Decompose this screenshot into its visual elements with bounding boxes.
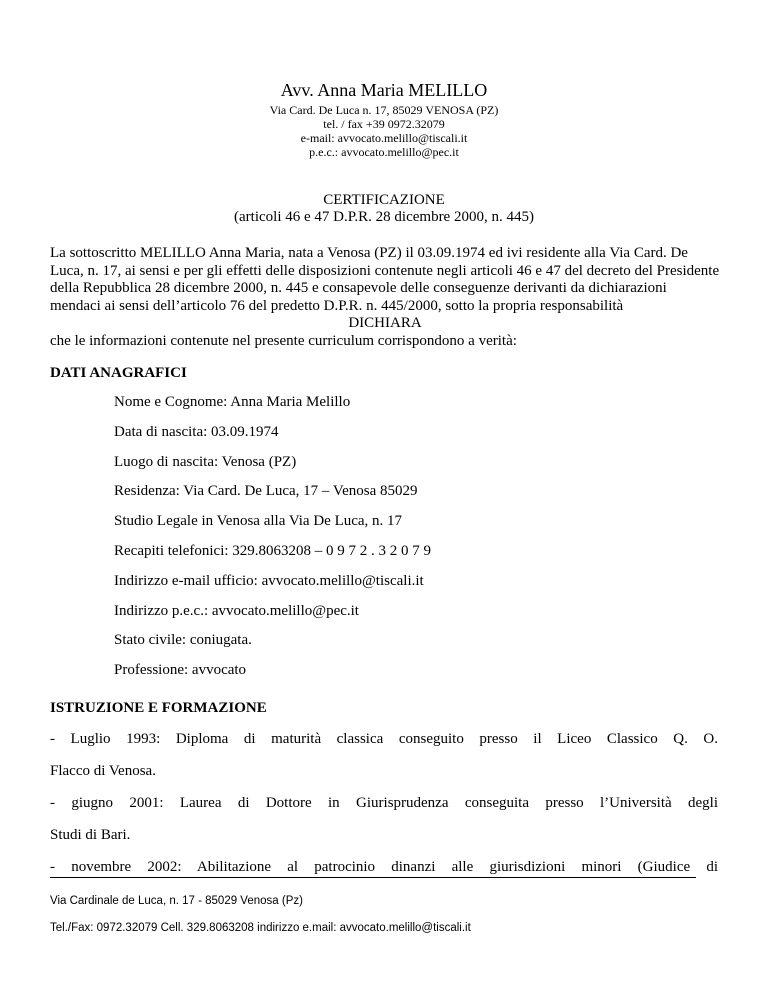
education-line: - novembre 2002: Abilitazione al patrocinio dinanzi alle giurisdizioni minori (Giudice di — [50, 859, 718, 875]
footer-contacts: Tel./Fax: 0972.32079 Cell. 329.8063208 indirizzo e.mail: avvocato.melillo@tiscali.it — [50, 922, 471, 934]
list-item: Recapiti telefonici: 329.8063208 – 0 9 7 2 . 3 2 0 7 9 — [114, 542, 432, 559]
header-address: Via Card. De Luca n. 17, 85029 VENOSA (PZ) — [269, 103, 499, 117]
education-line: Flacco di Venosa. — [50, 763, 156, 779]
personal-data-list — [114, 393, 431, 691]
education-heading: ISTRUZIONE E FORMAZIONE — [50, 700, 267, 716]
certification-subtitle: (articoli 46 e 47 D.P.R. 28 dicembre 2000, n. 445) — [234, 209, 534, 225]
list-item: Data di nascita: 03.09.1974 — [114, 423, 279, 440]
lawyer-name: Avv. Anna Maria MELILLO — [280, 80, 488, 100]
list-item: Stato civile: coniugata. — [114, 632, 252, 649]
footer-address: Via Cardinale de Luca, n. 17 - 85029 Venosa (Pz) — [50, 895, 303, 907]
list-item: Residenza: Via Card. De Luca, 17 – Venosa 85029 — [114, 483, 418, 500]
header-email: e-mail: avvocato.melillo@tiscali.it — [300, 131, 468, 145]
education-list — [50, 730, 718, 890]
header-phone: tel. / fax +39 0972.32079 — [323, 117, 445, 131]
footer-divider — [50, 877, 696, 878]
list-item: Professione: avvocato — [114, 662, 247, 679]
list-item: Studio Legale in Venosa alla Via De Luca, n. 17 — [114, 513, 403, 530]
list-item: Indirizzo p.e.c.: avvocato.melillo@pec.it — [114, 602, 359, 619]
education-line: Studi di Bari. — [50, 827, 131, 843]
intro-paragraph: La sottoscritto MELILLO Anna Maria, nata a Venosa (PZ) il 03.09.1974 ed ivi residente alla Via Card. De Luca, n. 17, ai sensi e per gli effetti delle disposizioni contenute negli articoli 46 e 47 del decreto del Presidente della Repubblica 28 dicembre 2000, n. 445 e consapevole delle conseguenze derivanti da dichiarazioni mendaci ai sensi dell’articolo 76 del predetto D.P.R. n. 445/2000, sotto la propria responsabilità — [50, 245, 720, 314]
education-line: - giugno 2001: Laurea di Dottore in Giurisprudenza conseguita presso l’Università degli — [50, 795, 718, 811]
list-item: Luogo di nascita: Venosa (PZ) — [114, 453, 297, 470]
personal-data-heading: DATI ANAGRAFICI — [50, 365, 187, 381]
list-item: Indirizzo e-mail ufficio: avvocato.melillo@tiscali.it — [114, 572, 424, 589]
education-line: - Luglio 1993: Diploma di maturità classica conseguito presso il Liceo Classico Q. O. — [50, 731, 718, 747]
declaration-statement: che le informazioni contenute nel presente curriculum corrispondono a verità: — [50, 332, 517, 349]
certification-body — [50, 245, 720, 350]
certification-title: CERTIFICAZIONE — [323, 192, 445, 208]
list-item: Nome e Cognome: Anna Maria Melillo — [114, 394, 351, 410]
header-pec: p.e.c.: avvocato.melillo@pec.it — [309, 145, 459, 159]
declare-heading: DICHIARA — [348, 315, 422, 331]
